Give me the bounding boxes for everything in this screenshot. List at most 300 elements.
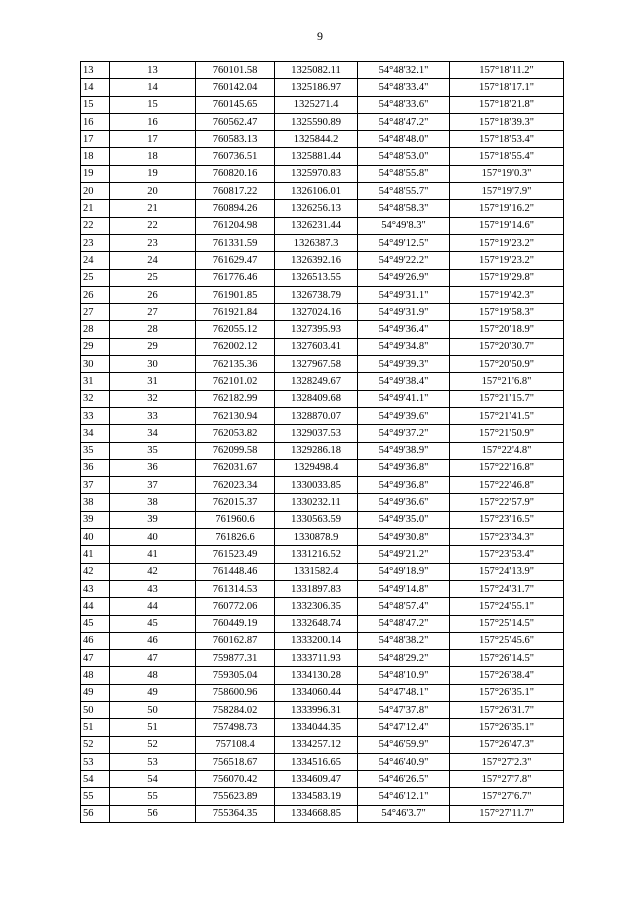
row-index-cell: 39 [81, 511, 110, 528]
point-number-cell: 50 [110, 701, 196, 718]
point-number-cell: 41 [110, 546, 196, 563]
longitude-cell: 157°26'14.5" [450, 650, 564, 667]
longitude-cell: 157°27'11.7" [450, 805, 564, 822]
longitude-cell: 157°21'50.9" [450, 425, 564, 442]
y-coordinate-cell: 1334060.44 [275, 684, 358, 701]
x-coordinate-cell: 761314.53 [196, 580, 275, 597]
row-index-cell: 23 [81, 234, 110, 251]
x-coordinate-cell: 760583.13 [196, 131, 275, 148]
table-row [81, 304, 564, 321]
latitude-cell: 54°48'10.9" [358, 667, 450, 684]
latitude-cell: 54°48'53.0" [358, 148, 450, 165]
point-number-cell: 32 [110, 390, 196, 407]
row-index-cell: 16 [81, 113, 110, 130]
longitude-cell: 157°18'55.4" [450, 148, 564, 165]
point-number-cell: 14 [110, 79, 196, 96]
row-index-cell: 34 [81, 425, 110, 442]
row-index-cell: 38 [81, 494, 110, 511]
row-index-cell: 33 [81, 407, 110, 424]
point-number-cell: 48 [110, 667, 196, 684]
x-coordinate-cell: 762053.82 [196, 425, 275, 442]
latitude-cell: 54°49'41.1" [358, 390, 450, 407]
longitude-cell: 157°25'14.5" [450, 615, 564, 632]
row-index-cell: 53 [81, 753, 110, 770]
row-index-cell: 55 [81, 788, 110, 805]
longitude-cell: 157°21'15.7" [450, 390, 564, 407]
x-coordinate-cell: 760101.58 [196, 62, 275, 79]
x-coordinate-cell: 757498.73 [196, 719, 275, 736]
table-row [81, 650, 564, 667]
y-coordinate-cell: 1332648.74 [275, 615, 358, 632]
latitude-cell: 54°49'18.9" [358, 563, 450, 580]
latitude-cell: 54°46'12.1" [358, 788, 450, 805]
longitude-cell: 157°24'13.9" [450, 563, 564, 580]
longitude-cell: 157°20'30.7" [450, 338, 564, 355]
longitude-cell: 157°22'46.8" [450, 477, 564, 494]
table-row [81, 563, 564, 580]
point-number-cell: 53 [110, 753, 196, 770]
point-number-cell: 16 [110, 113, 196, 130]
table-row [81, 131, 564, 148]
row-index-cell: 40 [81, 529, 110, 546]
table-row [81, 667, 564, 684]
row-index-cell: 26 [81, 286, 110, 303]
y-coordinate-cell: 1329286.18 [275, 442, 358, 459]
y-coordinate-cell: 1331216.52 [275, 546, 358, 563]
table-row [81, 701, 564, 718]
longitude-cell: 157°19'14.6" [450, 217, 564, 234]
longitude-cell: 157°19'23.2" [450, 252, 564, 269]
point-number-cell: 54 [110, 771, 196, 788]
y-coordinate-cell: 1334516.65 [275, 753, 358, 770]
point-number-cell: 19 [110, 165, 196, 182]
x-coordinate-cell: 762023.34 [196, 477, 275, 494]
table-row [81, 252, 564, 269]
point-number-cell: 36 [110, 459, 196, 476]
longitude-cell: 157°18'11.2" [450, 62, 564, 79]
y-coordinate-cell: 1325844.2 [275, 131, 358, 148]
latitude-cell: 54°46'26.5" [358, 771, 450, 788]
latitude-cell: 54°47'48.1" [358, 684, 450, 701]
longitude-cell: 157°24'55.1" [450, 598, 564, 615]
point-number-cell: 25 [110, 269, 196, 286]
latitude-cell: 54°48'57.4" [358, 598, 450, 615]
latitude-cell: 54°49'37.2" [358, 425, 450, 442]
x-coordinate-cell: 761629.47 [196, 252, 275, 269]
point-number-cell: 26 [110, 286, 196, 303]
table-row [81, 200, 564, 217]
latitude-cell: 54°47'37.8" [358, 701, 450, 718]
table-row [81, 459, 564, 476]
latitude-cell: 54°49'21.2" [358, 546, 450, 563]
point-number-cell: 23 [110, 234, 196, 251]
y-coordinate-cell: 1328870.07 [275, 407, 358, 424]
table-row [81, 338, 564, 355]
point-number-cell: 21 [110, 200, 196, 217]
y-coordinate-cell: 1326106.01 [275, 183, 358, 200]
longitude-cell: 157°19'58.3" [450, 304, 564, 321]
row-index-cell: 31 [81, 373, 110, 390]
row-index-cell: 52 [81, 736, 110, 753]
table-row [81, 234, 564, 251]
x-coordinate-cell: 761921.84 [196, 304, 275, 321]
latitude-cell: 54°49'39.6" [358, 407, 450, 424]
table-row [81, 390, 564, 407]
longitude-cell: 157°19'23.2" [450, 234, 564, 251]
longitude-cell: 157°24'31.7" [450, 580, 564, 597]
point-number-cell: 29 [110, 338, 196, 355]
longitude-cell: 157°23'16.5" [450, 511, 564, 528]
latitude-cell: 54°49'26.9" [358, 269, 450, 286]
y-coordinate-cell: 1325271.4 [275, 96, 358, 113]
longitude-cell: 157°18'39.3" [450, 113, 564, 130]
table-row [81, 736, 564, 753]
point-number-cell: 22 [110, 217, 196, 234]
y-coordinate-cell: 1333200.14 [275, 632, 358, 649]
x-coordinate-cell: 762099.58 [196, 442, 275, 459]
latitude-cell: 54°49'36.6" [358, 494, 450, 511]
row-index-cell: 47 [81, 650, 110, 667]
row-index-cell: 28 [81, 321, 110, 338]
table-row [81, 217, 564, 234]
table-row [81, 511, 564, 528]
table-row [81, 356, 564, 373]
point-number-cell: 44 [110, 598, 196, 615]
x-coordinate-cell: 756518.67 [196, 753, 275, 770]
longitude-cell: 157°26'35.1" [450, 684, 564, 701]
longitude-cell: 157°27'6.7" [450, 788, 564, 805]
x-coordinate-cell: 755623.89 [196, 788, 275, 805]
y-coordinate-cell: 1333711.93 [275, 650, 358, 667]
point-number-cell: 40 [110, 529, 196, 546]
latitude-cell: 54°46'3.7" [358, 805, 450, 822]
table-row [81, 580, 564, 597]
row-index-cell: 37 [81, 477, 110, 494]
point-number-cell: 34 [110, 425, 196, 442]
table-row [81, 425, 564, 442]
longitude-cell: 157°27'7.8" [450, 771, 564, 788]
row-index-cell: 42 [81, 563, 110, 580]
latitude-cell: 54°49'12.5" [358, 234, 450, 251]
longitude-cell: 157°26'47.3" [450, 736, 564, 753]
latitude-cell: 54°46'40.9" [358, 753, 450, 770]
table-row [81, 771, 564, 788]
y-coordinate-cell: 1330878.9 [275, 529, 358, 546]
point-number-cell: 33 [110, 407, 196, 424]
y-coordinate-cell: 1329037.53 [275, 425, 358, 442]
y-coordinate-cell: 1327395.93 [275, 321, 358, 338]
point-number-cell: 35 [110, 442, 196, 459]
y-coordinate-cell: 1326513.55 [275, 269, 358, 286]
row-index-cell: 30 [81, 356, 110, 373]
point-number-cell: 37 [110, 477, 196, 494]
latitude-cell: 54°48'47.2" [358, 113, 450, 130]
y-coordinate-cell: 1326231.44 [275, 217, 358, 234]
row-index-cell: 46 [81, 632, 110, 649]
x-coordinate-cell: 761826.6 [196, 529, 275, 546]
longitude-cell: 157°18'17.1" [450, 79, 564, 96]
y-coordinate-cell: 1334257.12 [275, 736, 358, 753]
longitude-cell: 157°23'53.4" [450, 546, 564, 563]
table-row [81, 79, 564, 96]
latitude-cell: 54°48'48.0" [358, 131, 450, 148]
x-coordinate-cell: 761204.98 [196, 217, 275, 234]
longitude-cell: 157°22'16.8" [450, 459, 564, 476]
x-coordinate-cell: 760142.04 [196, 79, 275, 96]
y-coordinate-cell: 1327603.41 [275, 338, 358, 355]
row-index-cell: 15 [81, 96, 110, 113]
y-coordinate-cell: 1325590.89 [275, 113, 358, 130]
latitude-cell: 54°49'8.3" [358, 217, 450, 234]
point-number-cell: 43 [110, 580, 196, 597]
row-index-cell: 22 [81, 217, 110, 234]
table-row [81, 407, 564, 424]
y-coordinate-cell: 1326256.13 [275, 200, 358, 217]
y-coordinate-cell: 1327967.58 [275, 356, 358, 373]
x-coordinate-cell: 760145.65 [196, 96, 275, 113]
row-index-cell: 25 [81, 269, 110, 286]
x-coordinate-cell: 760894.26 [196, 200, 275, 217]
point-number-cell: 27 [110, 304, 196, 321]
y-coordinate-cell: 1329498.4 [275, 459, 358, 476]
x-coordinate-cell: 762002.12 [196, 338, 275, 355]
y-coordinate-cell: 1330232.11 [275, 494, 358, 511]
point-number-cell: 46 [110, 632, 196, 649]
latitude-cell: 54°48'47.2" [358, 615, 450, 632]
row-index-cell: 49 [81, 684, 110, 701]
row-index-cell: 36 [81, 459, 110, 476]
x-coordinate-cell: 760162.87 [196, 632, 275, 649]
x-coordinate-cell: 760736.51 [196, 148, 275, 165]
row-index-cell: 41 [81, 546, 110, 563]
row-index-cell: 20 [81, 183, 110, 200]
x-coordinate-cell: 760820.16 [196, 165, 275, 182]
row-index-cell: 21 [81, 200, 110, 217]
latitude-cell: 54°49'31.9" [358, 304, 450, 321]
x-coordinate-cell: 762130.94 [196, 407, 275, 424]
y-coordinate-cell: 1334668.85 [275, 805, 358, 822]
x-coordinate-cell: 755364.35 [196, 805, 275, 822]
latitude-cell: 54°49'36.8" [358, 459, 450, 476]
x-coordinate-cell: 762135.36 [196, 356, 275, 373]
point-number-cell: 42 [110, 563, 196, 580]
x-coordinate-cell: 762055.12 [196, 321, 275, 338]
x-coordinate-cell: 760817.22 [196, 183, 275, 200]
point-number-cell: 56 [110, 805, 196, 822]
row-index-cell: 27 [81, 304, 110, 321]
row-index-cell: 32 [81, 390, 110, 407]
longitude-cell: 157°19'7.9" [450, 183, 564, 200]
row-index-cell: 48 [81, 667, 110, 684]
table-row [81, 148, 564, 165]
x-coordinate-cell: 759305.04 [196, 667, 275, 684]
table-row [81, 719, 564, 736]
longitude-cell: 157°26'38.4" [450, 667, 564, 684]
longitude-cell: 157°19'29.8" [450, 269, 564, 286]
row-index-cell: 29 [81, 338, 110, 355]
table-row [81, 546, 564, 563]
point-number-cell: 49 [110, 684, 196, 701]
table-row [81, 165, 564, 182]
table-row [81, 529, 564, 546]
x-coordinate-cell: 761448.46 [196, 563, 275, 580]
x-coordinate-cell: 757108.4 [196, 736, 275, 753]
y-coordinate-cell: 1326387.3 [275, 234, 358, 251]
table-row [81, 62, 564, 79]
table-row [81, 113, 564, 130]
point-number-cell: 13 [110, 62, 196, 79]
table-row [81, 632, 564, 649]
x-coordinate-cell: 760562.47 [196, 113, 275, 130]
page-number: 9 [317, 29, 323, 43]
table-row [81, 96, 564, 113]
longitude-cell: 157°26'31.7" [450, 701, 564, 718]
x-coordinate-cell: 762182.99 [196, 390, 275, 407]
longitude-cell: 157°21'41.5" [450, 407, 564, 424]
y-coordinate-cell: 1328249.67 [275, 373, 358, 390]
point-number-cell: 39 [110, 511, 196, 528]
row-index-cell: 18 [81, 148, 110, 165]
point-number-cell: 15 [110, 96, 196, 113]
y-coordinate-cell: 1327024.16 [275, 304, 358, 321]
longitude-cell: 157°21'6.8" [450, 373, 564, 390]
longitude-cell: 157°18'21.8" [450, 96, 564, 113]
row-index-cell: 56 [81, 805, 110, 822]
table-row [81, 183, 564, 200]
row-index-cell: 50 [81, 701, 110, 718]
x-coordinate-cell: 761523.49 [196, 546, 275, 563]
point-number-cell: 55 [110, 788, 196, 805]
point-number-cell: 20 [110, 183, 196, 200]
y-coordinate-cell: 1330033.85 [275, 477, 358, 494]
row-index-cell: 44 [81, 598, 110, 615]
latitude-cell: 54°48'33.4" [358, 79, 450, 96]
table-row [81, 753, 564, 770]
longitude-cell: 157°22'4.8" [450, 442, 564, 459]
y-coordinate-cell: 1325186.97 [275, 79, 358, 96]
x-coordinate-cell: 756070.42 [196, 771, 275, 788]
table-row [81, 321, 564, 338]
table-row [81, 373, 564, 390]
row-index-cell: 14 [81, 79, 110, 96]
point-number-cell: 45 [110, 615, 196, 632]
point-number-cell: 52 [110, 736, 196, 753]
longitude-cell: 157°20'50.9" [450, 356, 564, 373]
x-coordinate-cell: 762015.37 [196, 494, 275, 511]
x-coordinate-cell: 758284.02 [196, 701, 275, 718]
table-row [81, 269, 564, 286]
longitude-cell: 157°20'18.9" [450, 321, 564, 338]
y-coordinate-cell: 1325082.11 [275, 62, 358, 79]
table-row [81, 286, 564, 303]
latitude-cell: 54°48'32.1" [358, 62, 450, 79]
latitude-cell: 54°46'59.9" [358, 736, 450, 753]
longitude-cell: 157°26'35.1" [450, 719, 564, 736]
longitude-cell: 157°27'2.3" [450, 753, 564, 770]
latitude-cell: 54°48'58.3" [358, 200, 450, 217]
longitude-cell: 157°23'34.3" [450, 529, 564, 546]
table-row [81, 684, 564, 701]
point-number-cell: 17 [110, 131, 196, 148]
x-coordinate-cell: 761960.6 [196, 511, 275, 528]
latitude-cell: 54°49'30.8" [358, 529, 450, 546]
latitude-cell: 54°49'36.4" [358, 321, 450, 338]
coordinates-table [80, 61, 564, 823]
row-index-cell: 24 [81, 252, 110, 269]
table-row [81, 615, 564, 632]
table-row [81, 477, 564, 494]
longitude-cell: 157°18'53.4" [450, 131, 564, 148]
y-coordinate-cell: 1331582.4 [275, 563, 358, 580]
latitude-cell: 54°49'35.0" [358, 511, 450, 528]
table-row [81, 442, 564, 459]
y-coordinate-cell: 1334044.35 [275, 719, 358, 736]
y-coordinate-cell: 1328409.68 [275, 390, 358, 407]
row-index-cell: 43 [81, 580, 110, 597]
x-coordinate-cell: 758600.96 [196, 684, 275, 701]
longitude-cell: 157°22'57.9" [450, 494, 564, 511]
y-coordinate-cell: 1332306.35 [275, 598, 358, 615]
x-coordinate-cell: 761331.59 [196, 234, 275, 251]
y-coordinate-cell: 1334130.28 [275, 667, 358, 684]
row-index-cell: 35 [81, 442, 110, 459]
longitude-cell: 157°25'45.6" [450, 632, 564, 649]
point-number-cell: 38 [110, 494, 196, 511]
latitude-cell: 54°49'39.3" [358, 356, 450, 373]
point-number-cell: 31 [110, 373, 196, 390]
longitude-cell: 157°19'0.3" [450, 165, 564, 182]
point-number-cell: 24 [110, 252, 196, 269]
y-coordinate-cell: 1325881.44 [275, 148, 358, 165]
x-coordinate-cell: 759877.31 [196, 650, 275, 667]
y-coordinate-cell: 1334583.19 [275, 788, 358, 805]
coordinates-table-body [81, 62, 564, 823]
y-coordinate-cell: 1333996.31 [275, 701, 358, 718]
row-index-cell: 45 [81, 615, 110, 632]
latitude-cell: 54°49'22.2" [358, 252, 450, 269]
latitude-cell: 54°47'12.4" [358, 719, 450, 736]
longitude-cell: 157°19'16.2" [450, 200, 564, 217]
latitude-cell: 54°49'31.1" [358, 286, 450, 303]
latitude-cell: 54°49'36.8" [358, 477, 450, 494]
point-number-cell: 51 [110, 719, 196, 736]
row-index-cell: 51 [81, 719, 110, 736]
point-number-cell: 47 [110, 650, 196, 667]
latitude-cell: 54°49'34.8" [358, 338, 450, 355]
point-number-cell: 30 [110, 356, 196, 373]
x-coordinate-cell: 760449.19 [196, 615, 275, 632]
x-coordinate-cell: 762101.02 [196, 373, 275, 390]
point-number-cell: 28 [110, 321, 196, 338]
y-coordinate-cell: 1325970.83 [275, 165, 358, 182]
y-coordinate-cell: 1330563.59 [275, 511, 358, 528]
row-index-cell: 17 [81, 131, 110, 148]
latitude-cell: 54°48'55.7" [358, 183, 450, 200]
point-number-cell: 18 [110, 148, 196, 165]
x-coordinate-cell: 761776.46 [196, 269, 275, 286]
latitude-cell: 54°48'29.2" [358, 650, 450, 667]
x-coordinate-cell: 761901.85 [196, 286, 275, 303]
latitude-cell: 54°49'38.9" [358, 442, 450, 459]
table-row [81, 598, 564, 615]
y-coordinate-cell: 1326738.79 [275, 286, 358, 303]
latitude-cell: 54°49'14.8" [358, 580, 450, 597]
y-coordinate-cell: 1334609.47 [275, 771, 358, 788]
latitude-cell: 54°48'55.8" [358, 165, 450, 182]
latitude-cell: 54°49'38.4" [358, 373, 450, 390]
table-row [81, 805, 564, 822]
y-coordinate-cell: 1326392.16 [275, 252, 358, 269]
